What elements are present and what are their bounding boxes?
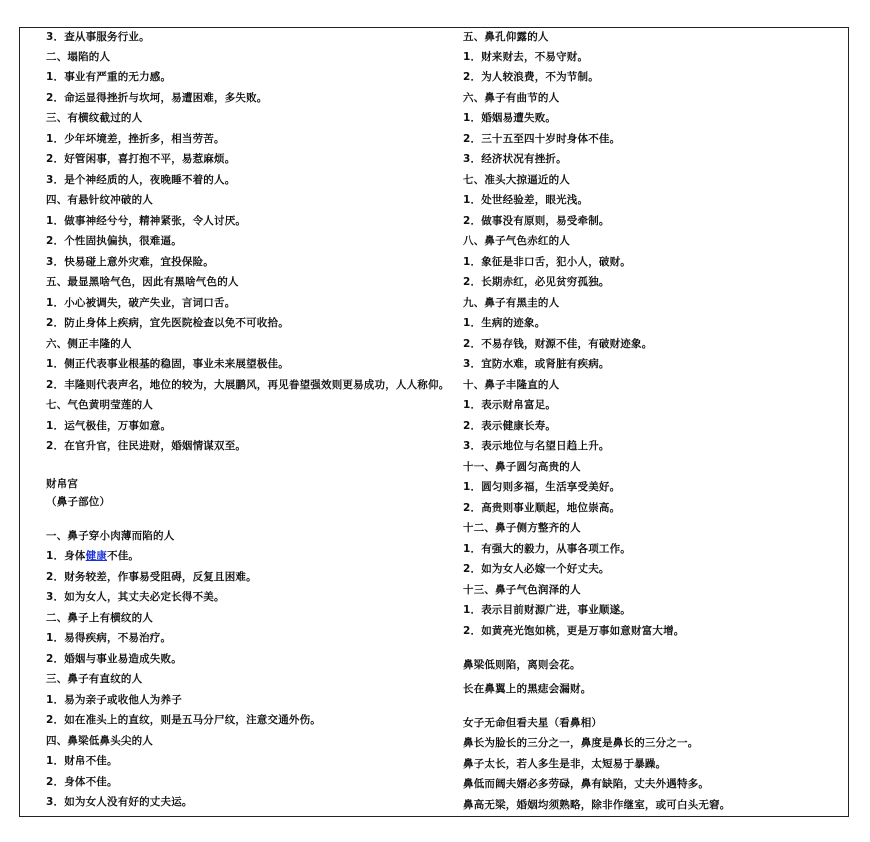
- text-line: 2．个性固执偏执，很难逼。: [46, 235, 182, 247]
- text-line: 十二、鼻子侧方整齐的人: [463, 522, 581, 534]
- text-line: 3．经济状况有挫折。: [463, 153, 567, 165]
- text-line: 2．在官升官，往民进财，婚姻情谋双至。: [46, 440, 247, 452]
- text-line: 鼻高无梁，婚姻均须熟略，除非作继室，或可白头无窘。: [463, 799, 731, 811]
- text-line: 2．如黄亮光饱如桃，更是万事如意财富大增。: [463, 625, 685, 637]
- text-line: 2．身体不佳。: [46, 776, 118, 788]
- text-line: 六、鼻子有曲节的人: [463, 92, 560, 104]
- text-line: 财帛宫: [46, 478, 79, 490]
- text-line: 四、有悬针纹冲破的人: [46, 194, 153, 206]
- text-line: 3．宜防水难，或肾脏有疾病。: [463, 358, 610, 370]
- text-line: 2．命运显得挫折与坎坷，易遭困难，多失败。: [46, 92, 268, 104]
- text-line: 1．运气极佳，万事如意。: [46, 420, 172, 432]
- text-line: 1．表示财帛富足。: [463, 399, 557, 411]
- text-line: 七、准头大掠逼近的人: [463, 174, 570, 186]
- text-line: 1．婚姻易遭失败。: [463, 112, 557, 124]
- text-line: 1．财来财去，不易守财。: [463, 51, 589, 63]
- text-line: 2．不易存钱，财源不佳，有破财迹象。: [463, 338, 653, 350]
- text-line: 1．易为亲子或收他人为养子: [46, 694, 182, 706]
- text-segment: 1．身体: [46, 550, 86, 562]
- text-line: 1．少年坏境差，挫折多，相当劳苦。: [46, 133, 225, 145]
- text-line: 1．小心被调失，破产失业，言词口舌。: [46, 297, 236, 309]
- text-line: 2．财务较差，作事易受阻碍，反复且困难。: [46, 571, 257, 583]
- text-line: 一、鼻子穿小肉薄而陷的人: [46, 530, 175, 542]
- text-line: 十三、鼻子气色润泽的人: [463, 584, 581, 596]
- text-line: 3．如为女人没有好的丈夫运。: [46, 796, 193, 808]
- text-line: 2．如在准头上的直纹，则是五马分尸纹，注意交通外伤。: [46, 714, 322, 726]
- text-line: （鼻子部位）: [46, 496, 111, 508]
- text-line: 2．长期赤红，必见贫穷孤独。: [463, 276, 610, 288]
- text-line: 二、鼻子上有横纹的人: [46, 612, 153, 624]
- health-link[interactable]: 健康: [85, 550, 108, 562]
- text-line: 1．象征是非口舌，犯小人，破财。: [463, 256, 632, 268]
- text-line: 2．如为女人必嫁一个好丈夫。: [463, 563, 610, 575]
- text-line: 3．如为女人，其丈夫必定长得不美。: [46, 591, 225, 603]
- text-line: 鼻长为脸长的三分之一，鼻度是鼻长的三分之一。: [463, 737, 699, 749]
- text-line: 六、侧正丰隆的人: [46, 338, 132, 350]
- text-line: [46, 549, 139, 563]
- text-line: 十一、鼻子圆匀高贵的人: [463, 461, 581, 473]
- text-line: 1．圆匀则多福，生活享受美好。: [463, 481, 621, 493]
- text-line: 2．为人较浪费，不为节制。: [463, 71, 599, 83]
- text-line: 3．表示地位与名望日趋上升。: [463, 440, 610, 452]
- text-line: 五、最显黑啥气色，因此有黑啥气色的人: [46, 276, 239, 288]
- text-line: 1．生病的迹象。: [463, 317, 546, 329]
- text-line: 三、鼻子有直纹的人: [46, 673, 143, 685]
- text-line: 五、鼻孔仰露的人: [463, 31, 549, 43]
- text-line: 1．财帛不佳。: [46, 755, 118, 767]
- text-line: 2．丰隆则代表声名，地位的较为，大展鹏风，再见眷望强效则更易成功，人人称仰。: [46, 379, 450, 391]
- text-line: 三、有横纹截过的人: [46, 112, 143, 124]
- text-line: 1．处世经验差，眼光浅。: [463, 194, 589, 206]
- text-line: 1．做事神经兮兮，精神紧张，令人讨厌。: [46, 215, 247, 227]
- text-line: 女子无命但看夫星（看鼻相）: [463, 717, 603, 729]
- document-page: [19, 27, 849, 817]
- text-line: 鼻梁低则陷，离则会花。: [463, 659, 581, 671]
- text-line: 2．做事没有原则，易受牵制。: [463, 215, 610, 227]
- text-line: 1．有强大的毅力，从事各项工作。: [463, 543, 632, 555]
- text-line: 1．侧正代表事业根基的稳固，事业未来展望极佳。: [46, 358, 289, 370]
- text-line: 1．事业有严重的无力感。: [46, 71, 172, 83]
- text-line: 3．查从事服务行业。: [46, 31, 150, 43]
- text-line: 鼻低而阔夫婿必多劳碌，鼻有缺陷，丈夫外遇特多。: [463, 778, 710, 790]
- text-line: 二、塌陷的人: [46, 51, 111, 63]
- text-line: 2．防止身体上疾病，宜先医院检查以免不可收拾。: [46, 317, 289, 329]
- text-segment: 不佳。: [107, 550, 140, 562]
- text-line: 3．快易碰上意外灾难，宜投保险。: [46, 256, 215, 268]
- text-line: 1．易得疾病，不易治疗。: [46, 632, 172, 644]
- text-line: 2．三十五至四十岁时身体不佳。: [463, 133, 621, 145]
- text-line: 四、鼻梁低鼻头尖的人: [46, 735, 153, 747]
- text-line: 长在鼻翼上的黑痣会漏财。: [463, 683, 592, 695]
- text-line: 九、鼻子有黑圭的人: [463, 297, 560, 309]
- text-line: 2．好管闲事，喜打抱不平，易惹麻烦。: [46, 153, 236, 165]
- text-line: 八、鼻子气色赤红的人: [463, 235, 570, 247]
- text-line: 2．高贵则事业顺起，地位崇高。: [463, 502, 621, 514]
- text-line: 七、气色黄明莹莲的人: [46, 399, 153, 411]
- text-line: 2．表示健康长寿。: [463, 420, 557, 432]
- text-line: 十、鼻子丰隆直的人: [463, 379, 560, 391]
- text-line: 2．婚姻与事业易造成失败。: [46, 653, 182, 665]
- text-line: 鼻子太长，若人多生是非，太短易于暴躁。: [463, 758, 667, 770]
- text-line: 3．是个神经质的人，夜晚睡不着的人。: [46, 174, 236, 186]
- text-line: 1．表示目前财源广进，事业顺遂。: [463, 604, 632, 616]
